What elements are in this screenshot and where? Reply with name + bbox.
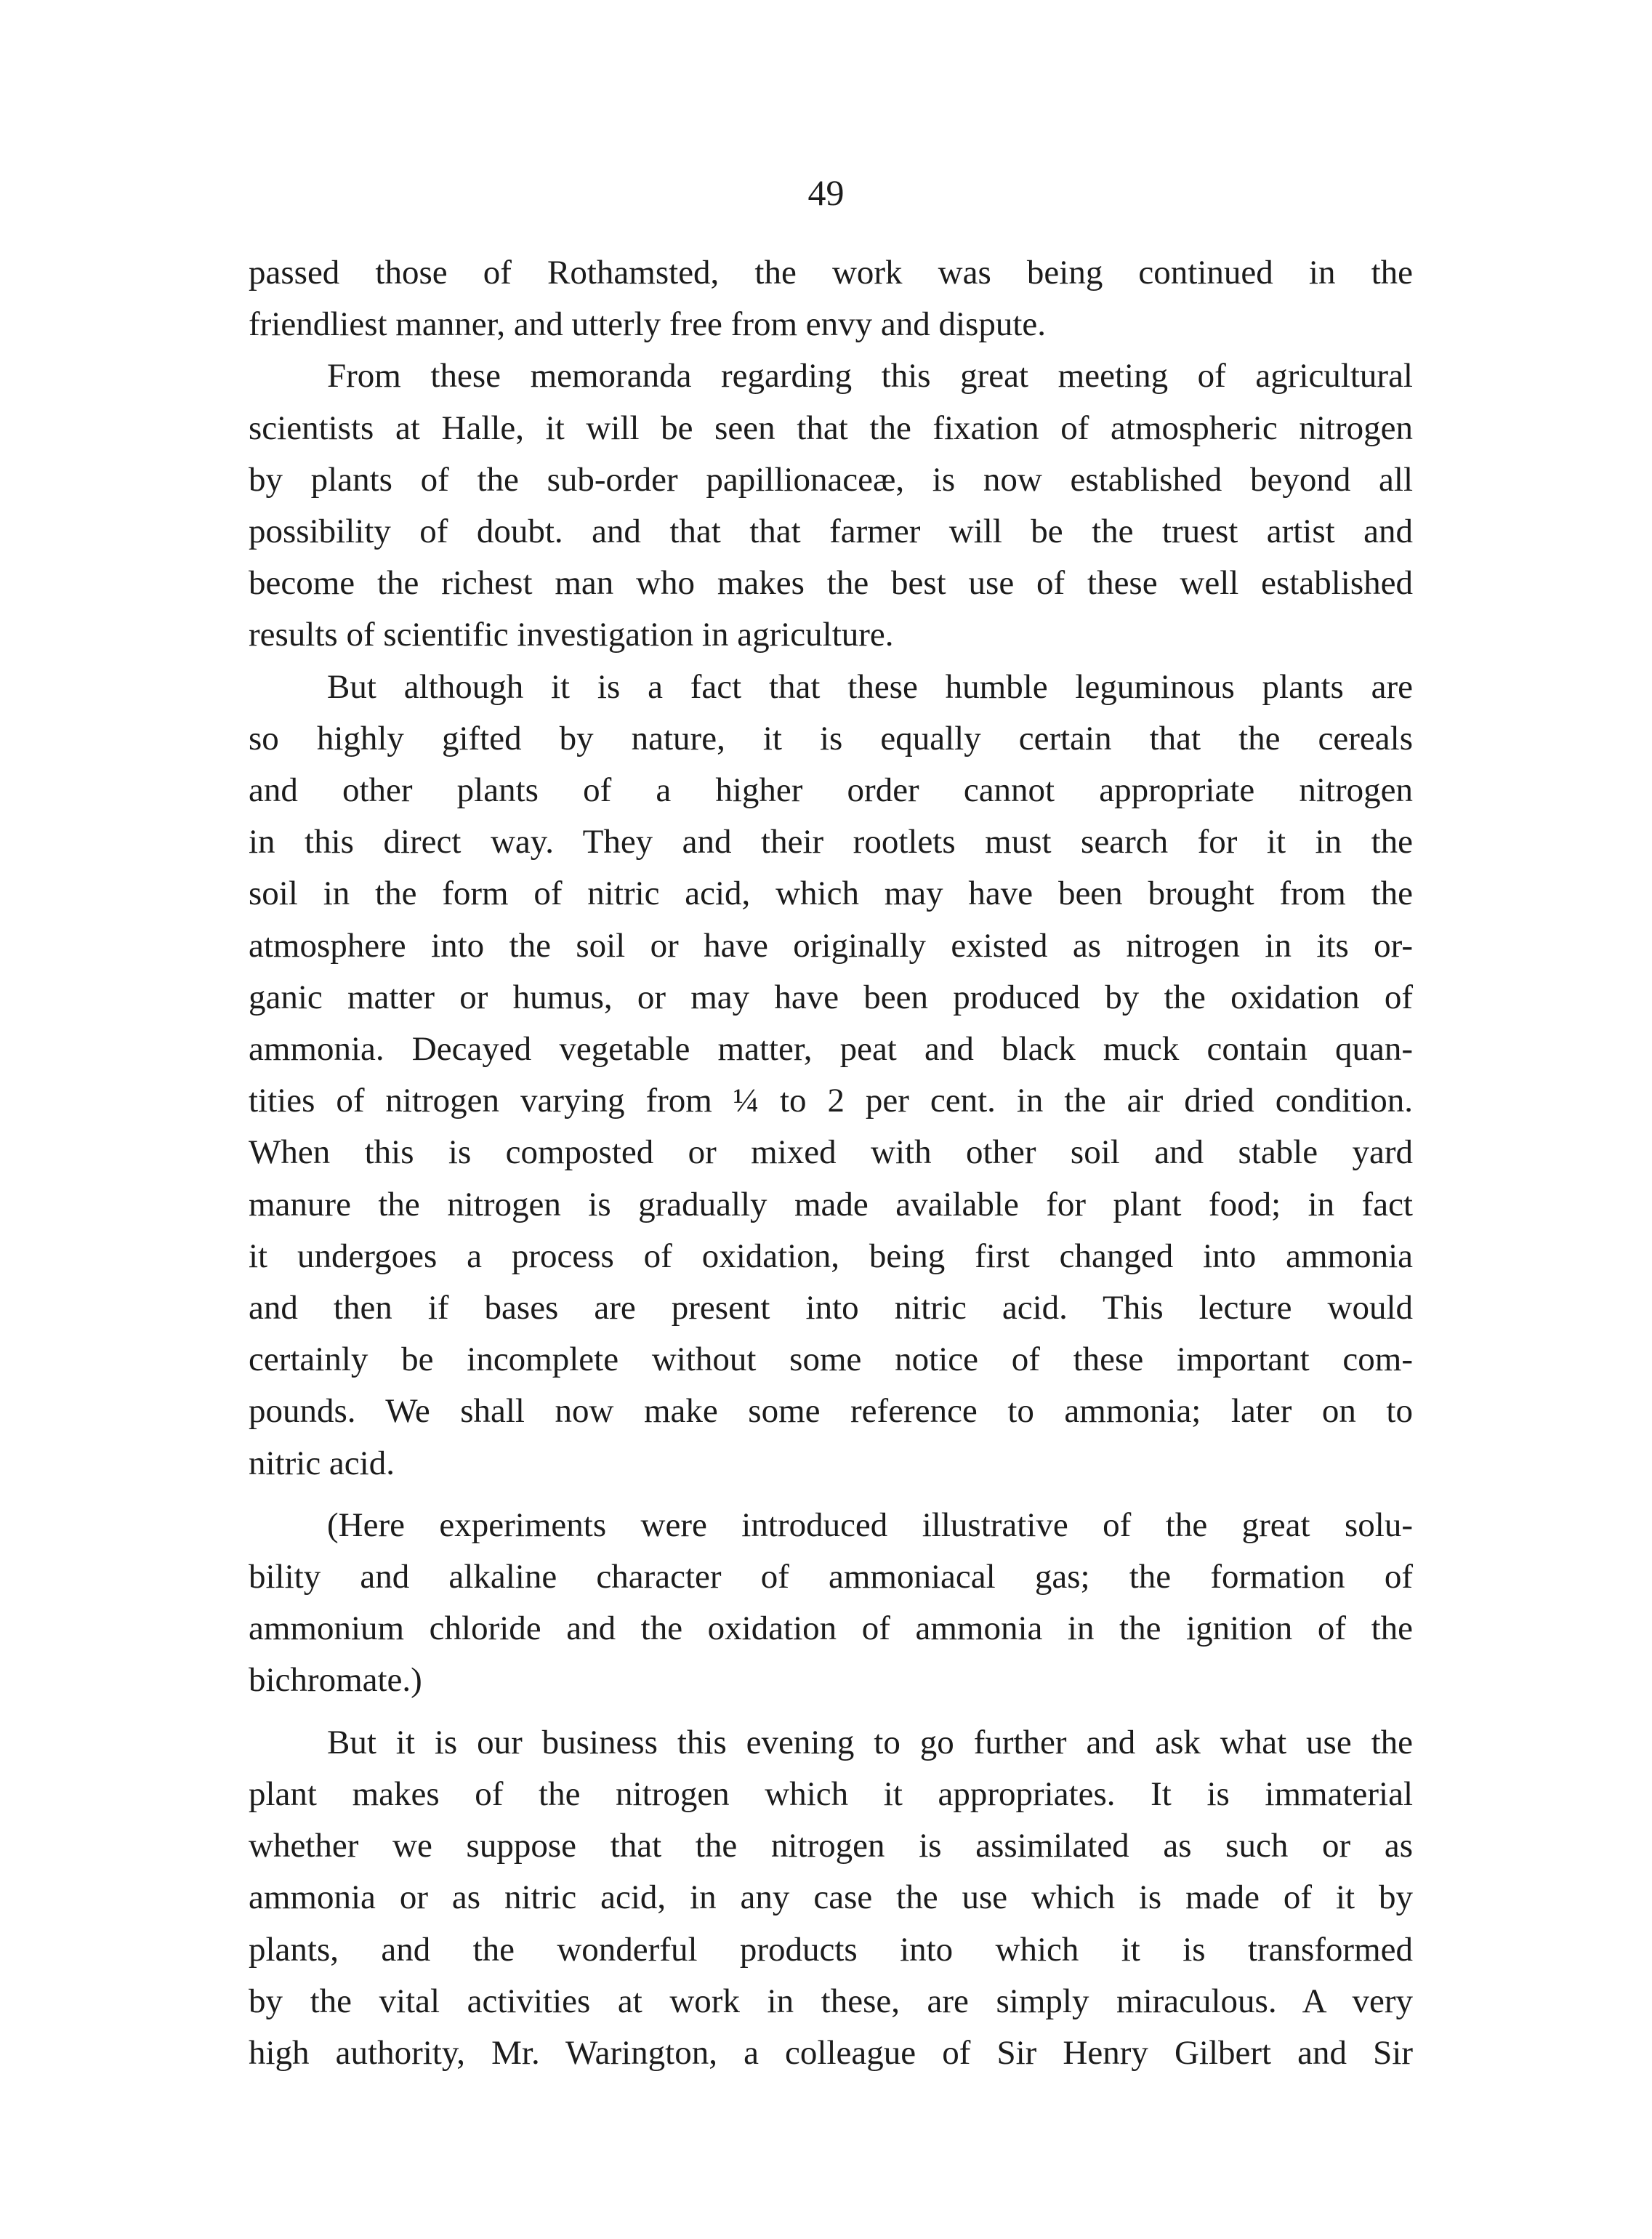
text-line: soil in the form of nitric acid, which may have been brought from the — [249, 875, 1413, 913]
text-line: scientists at Halle, it will be seen that the fixation of atmospheric nitrogen — [249, 409, 1413, 447]
text-line: When this is composted or mixed with other soil and stable yard — [249, 1133, 1413, 1172]
text-line: plants, and the wonderful products into which it is transformed — [249, 1930, 1413, 1969]
text-line: become the richest man who makes the best use of these well established — [249, 564, 1413, 603]
text-line: ammonia or as nitric acid, in any case the use which is made of it by — [249, 1878, 1413, 1917]
text-line: ammonium chloride and the oxidation of ammonia in the ignition of the — [249, 1609, 1413, 1648]
text-line: bichromate.) — [249, 1661, 422, 1700]
text-line: ammonia. Decayed vegetable matter, peat and black muck contain quan- — [249, 1030, 1413, 1069]
text-line: and then if bases are present into nitric acid. This lecture would — [249, 1289, 1413, 1327]
text-line: friendliest manner, and utterly free from envy and dispute. — [249, 305, 1047, 344]
paragraph — [249, 1500, 1413, 1707]
text-line: high authority, Mr. Warington, a colleague of Sir Henry Gilbert and Sir — [249, 2033, 1413, 2072]
text-line: tities of nitrogen varying from ¼ to 2 per cent. in the air dried condition. — [249, 1082, 1413, 1120]
paragraph — [249, 1717, 1413, 2079]
text-line: results of scientific investigation in agriculture. — [249, 616, 894, 654]
text-line: atmosphere into the soil or have originally existed as nitrogen in its or- — [249, 926, 1413, 965]
text-line: by plants of the sub-order papillionaceæ, is now established beyond all — [249, 460, 1413, 499]
text-line: pounds. We shall now make some reference to ammonia; later on to — [249, 1392, 1413, 1431]
text-line: plant makes of the nitrogen which it appropriates. It is immaterial — [249, 1774, 1413, 1813]
text-line: certainly be incomplete without some notice of these important com- — [249, 1340, 1413, 1379]
text-line: in this direct way. They and their rootlets must search for it in the — [249, 823, 1413, 861]
text-line: But although it is a fact that these humble leguminous plants are — [327, 667, 1413, 706]
text-line: so highly gifted by nature, it is equally certain that the cereals — [249, 719, 1413, 757]
text-line: possibility of doubt. and that that farmer will be the truest artist and — [249, 512, 1413, 551]
text-line: (Here experiments were introduced illustrative of the great solu- — [327, 1506, 1413, 1544]
text-line: bility and alkaline character of ammoniacal gas; the formation of — [249, 1558, 1413, 1596]
paragraph — [249, 662, 1413, 1490]
text-line: whether we suppose that the nitrogen is assimilated as such or as — [249, 1827, 1413, 1865]
text-line: and other plants of a higher order cannot appropriate nitrogen — [249, 771, 1413, 810]
text-line: it undergoes a process of oxidation, being first changed into ammonia — [249, 1237, 1413, 1275]
text-line: by the vital activities at work in these, are simply miraculous. A very — [249, 1982, 1413, 2020]
paragraph — [249, 350, 1413, 661]
body-text — [249, 247, 1413, 2079]
text-line: passed those of Rothamsted, the work was being continued in the — [249, 254, 1413, 292]
text-line: nitric acid. — [249, 1444, 395, 1482]
text-line: From these memoranda regarding this great meeting of agricultural — [327, 357, 1413, 395]
text-line: manure the nitrogen is gradually made available for plant food; in fact — [249, 1185, 1413, 1223]
paragraph — [249, 247, 1413, 350]
page-number: 49 — [807, 172, 845, 213]
text-line: But it is our business this evening to go further and ask what use the — [327, 1723, 1413, 1761]
text-line: ganic matter or humus, or may have been produced by the oxidation of — [249, 978, 1413, 1016]
